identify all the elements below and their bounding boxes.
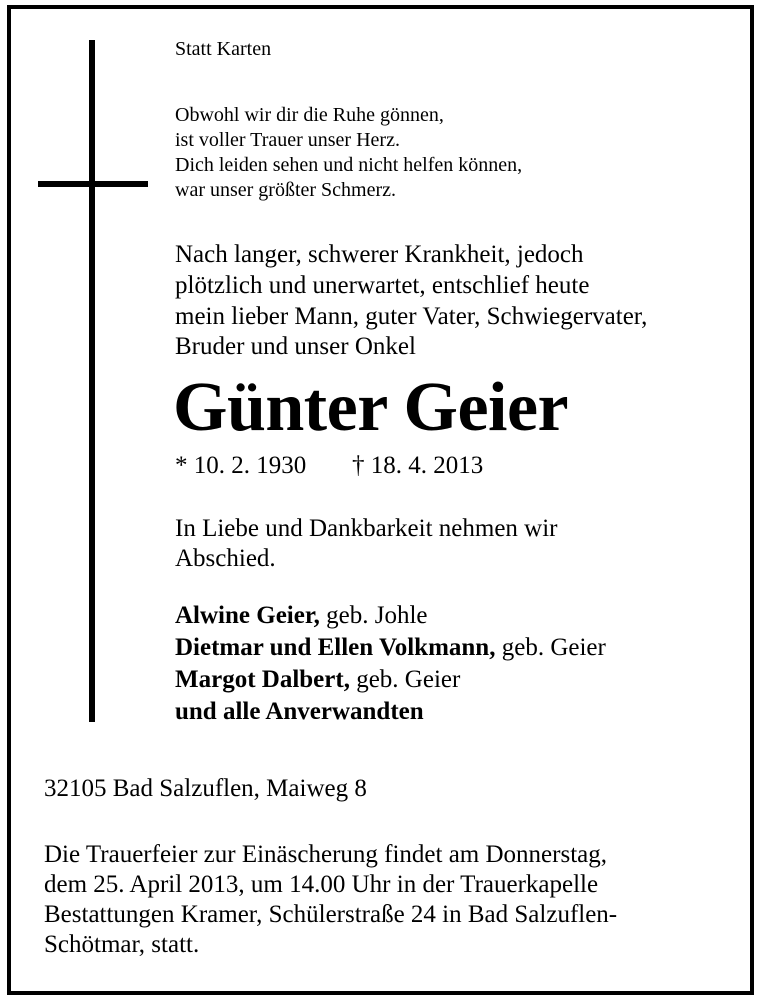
mourner-name: Alwine Geier, (175, 602, 320, 629)
statt-karten-label: Statt Karten (175, 38, 272, 60)
birth-date: * 10. 2. 1930 (175, 452, 307, 479)
announcement-line: plötzlich und unerwartet, entschlief heute (175, 272, 590, 299)
mourner-maiden-name: geb. Geier (495, 634, 606, 661)
farewell-line: Abschied. (175, 545, 276, 572)
cross-icon-horizontal-bar (38, 181, 148, 187)
address: 32105 Bad Salzuflen, Maiweg 8 (44, 775, 367, 802)
announcement-line: Nach langer, schwerer Krankheit, jedoch (175, 241, 584, 268)
mourner-name: Dietmar und Ellen Volkmann, (175, 634, 496, 661)
mourner-maiden-name: geb. Geier (349, 666, 461, 693)
farewell-line: In Liebe und Dankbarkeit nehmen wir (175, 515, 558, 542)
announcement-line: Bruder und unser Onkel (175, 333, 416, 360)
mourner-line (175, 633, 606, 663)
mourner-line (175, 601, 428, 631)
ceremony-line: Die Trauerfeier zur Einäscherung findet am Donnerstag, (44, 841, 608, 868)
cross-icon-vertical-bar (89, 40, 95, 722)
announcement-line: mein lieber Mann, guter Vater, Schwiegervater, (175, 303, 648, 330)
ceremony-line: Bestattungen Kramer, Schülerstraße 24 in Bad Salzuflen- (44, 901, 618, 928)
poem-line: war unser größter Schmerz. (175, 179, 397, 201)
mourner-line (175, 665, 460, 695)
deceased-name: Günter Geier (173, 369, 569, 446)
poem-line: Dich leiden sehen und nicht helfen können, (175, 154, 523, 176)
ceremony-line: Schötmar, statt. (44, 931, 200, 958)
mourner-line (175, 697, 424, 727)
poem-line: Obwohl wir dir die Ruhe gönnen, (175, 104, 444, 126)
ceremony-line: dem 25. April 2013, um 14.00 Uhr in der Trauerkapelle (44, 871, 599, 898)
mourner-name: und alle Anverwandten (175, 698, 424, 725)
death-date: † 18. 4. 2013 (352, 452, 484, 479)
mourner-maiden-name: geb. Johle (319, 602, 428, 629)
poem-line: ist voller Trauer unser Herz. (175, 129, 400, 151)
mourner-name: Margot Dalbert, (175, 666, 350, 693)
